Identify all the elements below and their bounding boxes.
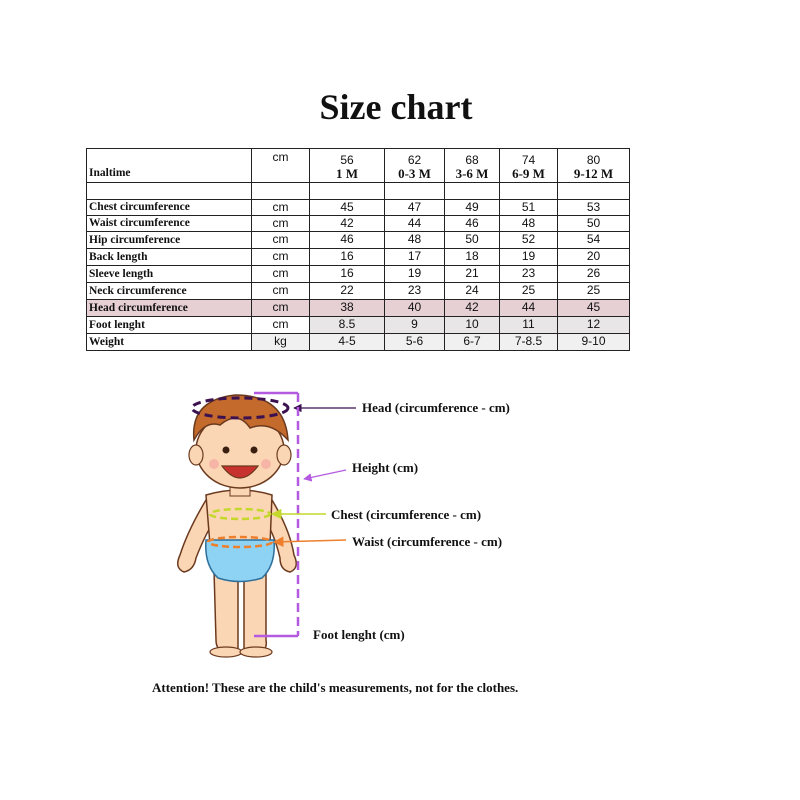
cell: 50 <box>558 216 630 232</box>
cell: 22 <box>310 283 385 300</box>
waist-label: Waist (circumference - cm) <box>352 534 503 549</box>
cell: 48 <box>385 232 445 249</box>
size-cm: 62 <box>407 152 422 167</box>
row-unit: cm <box>252 283 310 300</box>
row-label: Neck circumference <box>87 283 252 300</box>
cell: 24 <box>445 283 500 300</box>
cell: 38 <box>310 300 385 317</box>
right-foot <box>240 647 272 657</box>
row-label: Hip circumference <box>87 232 252 249</box>
row-unit: cm <box>252 300 310 317</box>
attention-note: Attention! These are the child's measurements, not for the clothes. <box>152 680 519 695</box>
row-unit: cm <box>252 216 310 232</box>
cell: 21 <box>445 266 500 283</box>
cell: 16 <box>310 266 385 283</box>
cell: 18 <box>445 249 500 266</box>
cell: 42 <box>310 216 385 232</box>
cell: 53 <box>558 200 630 216</box>
cell: 48 <box>500 216 558 232</box>
page-title: Size chart <box>319 87 473 127</box>
cell: 50 <box>445 232 500 249</box>
size-months: 6-9 M <box>512 165 545 181</box>
size-cm: 68 <box>465 152 479 167</box>
child-illustration <box>178 395 297 652</box>
cell: 19 <box>385 266 445 283</box>
cell: 47 <box>385 200 445 216</box>
size-cm: 80 <box>586 152 601 167</box>
cell: 42 <box>445 300 500 317</box>
size-months: 0-3 M <box>398 165 431 181</box>
row-unit: kg <box>252 334 310 351</box>
cell: 46 <box>310 232 385 249</box>
cell: 4-5 <box>310 334 385 351</box>
cell: 8.5 <box>310 317 385 334</box>
header-label: Inaltime <box>87 149 252 183</box>
row-label: Chest circumference <box>87 200 252 216</box>
cell: 9 <box>385 317 445 334</box>
row-label: Back length <box>87 249 252 266</box>
height-label: Height (cm) <box>352 460 419 475</box>
cell: 25 <box>558 283 630 300</box>
cell: 52 <box>500 232 558 249</box>
cell: 49 <box>445 200 500 216</box>
cell: 10 <box>445 317 500 334</box>
cell: 23 <box>385 283 445 300</box>
cell: 54 <box>558 232 630 249</box>
cell: 12 <box>558 317 630 334</box>
cell: 45 <box>558 300 630 317</box>
cell: 20 <box>558 249 630 266</box>
row-unit: cm <box>252 249 310 266</box>
cell: 44 <box>500 300 558 317</box>
height-pointer <box>304 470 346 479</box>
cell: 9-10 <box>558 334 630 351</box>
cell: 26 <box>558 266 630 283</box>
cell: 16 <box>310 249 385 266</box>
row-label: Head circumference <box>87 300 252 317</box>
row-unit: cm <box>252 232 310 249</box>
row-label: Foot lenght <box>87 317 252 334</box>
cell: 45 <box>310 200 385 216</box>
size-cm: 74 <box>521 152 536 167</box>
cell: 6-7 <box>445 334 500 351</box>
cell: 44 <box>385 216 445 232</box>
size-months: 1 M <box>335 165 359 181</box>
cell: 23 <box>500 266 558 283</box>
cell: 11 <box>500 317 558 334</box>
row-label: Waist circumference <box>87 216 252 232</box>
size-months: 9-12 M <box>573 165 614 181</box>
cell: 25 <box>500 283 558 300</box>
left-foot <box>210 647 242 657</box>
cell: 51 <box>500 200 558 216</box>
foot-label: Foot lenght (cm) <box>313 627 405 642</box>
cell: 7-8.5 <box>500 334 558 351</box>
size-months: 3-6 M <box>455 165 489 181</box>
row-label: Weight <box>87 334 252 351</box>
cell: 40 <box>385 300 445 317</box>
cell: 5-6 <box>385 334 445 351</box>
cell: 46 <box>445 216 500 232</box>
row-unit: cm <box>252 266 310 283</box>
row-unit: cm <box>252 317 310 334</box>
cell: 17 <box>385 249 445 266</box>
header-unit: cm <box>252 149 310 183</box>
row-unit: cm <box>252 200 310 216</box>
row-label: Sleeve length <box>87 266 252 283</box>
size-cm: 56 <box>340 152 354 167</box>
cell: 19 <box>500 249 558 266</box>
head-label: Head (circumference - cm) <box>362 400 510 415</box>
chest-label: Chest (circumference - cm) <box>331 507 482 522</box>
